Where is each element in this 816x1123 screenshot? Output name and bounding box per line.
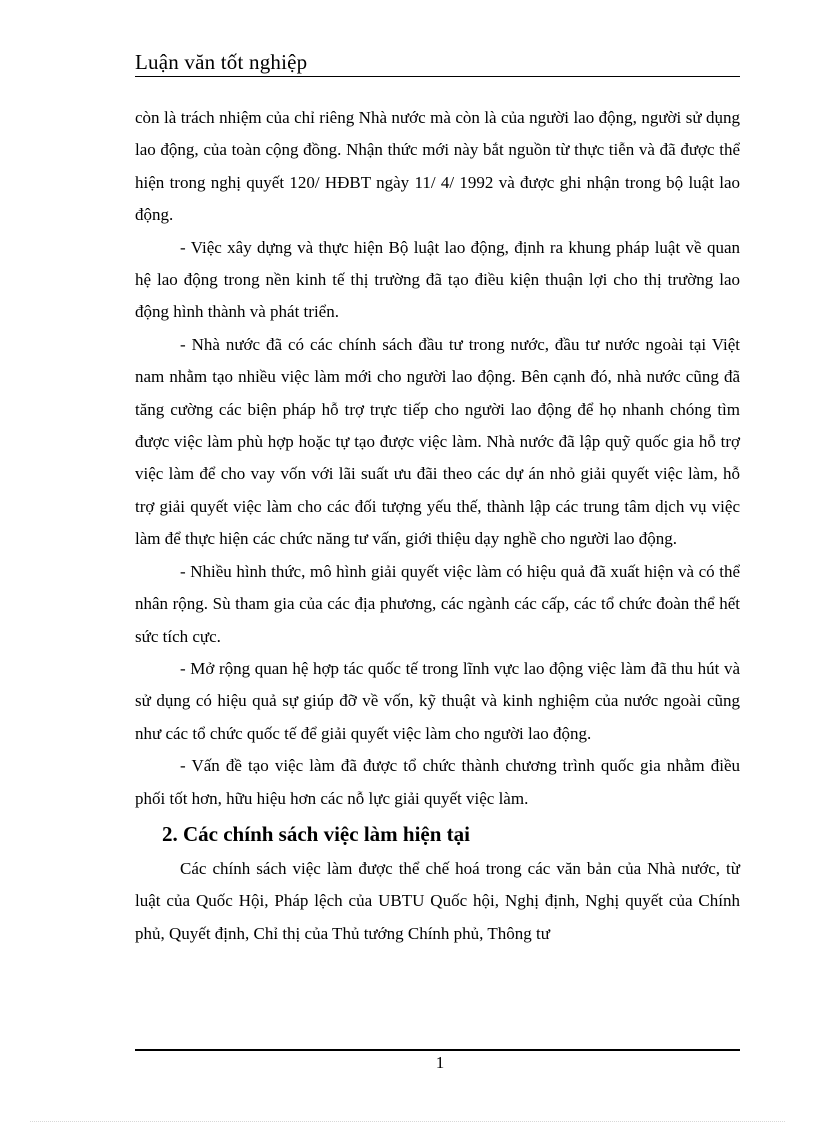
paragraph-investment-policy: - Nhà nước đã có các chính sách đầu tư trong nước, đầu tư nước ngoài tại Việt nam nhằm tạo nhiều việc làm mới cho người lao động. Bên cạnh đó, nhà nước cũng đã tăng cường các biện pháp hỗ trợ trực tiếp cho người lao động để họ nhanh chóng tìm được việc làm phù hợp hoặc tự tạo được việc làm. Nhà nước đã lập quỹ quốc gia hỗ trợ việc làm để cho vay vốn với lãi suất ưu đãi theo các dự án nhỏ giải quyết việc làm, hỗ trợ giải quyết việc làm cho các đối tượng yếu thế, thành lập các trung tâm dịch vụ việc làm để thực hiện các chức năng tư vấn, giới thiệu dạy nghề cho người lao động. [135,334,740,549]
page-header [135,48,740,78]
paragraph-continuation: còn là trách nhiệm của chỉ riêng Nhà nước mà còn là của người lao động, người sử dụng lao động, của toàn cộng đồng. Nhận thức mới này bắt nguồn từ thực tiễn và đã được thể hiện trong nghị quyết 120/ HĐBT ngày 11/ 4/ 1992 và được ghi nhận trong bộ luật lao động. [135,108,740,225]
section-heading: 2. Các chính sách việc làm hiện tại [162,821,470,846]
paragraph-employment-models: - Nhiều hình thức, mô hình giải quyết việc làm có hiệu quả đã xuất hiện và có thể nhân rộng. Sù tham gia của các địa phương, các ngành các cấp, các tổ chức đoàn thể hết sức tích cực. [135,561,740,646]
paragraph-international-cooperation: - Mở rộng quan hệ hợp tác quốc tế trong lĩnh vực lao động việc làm đã thu hút và sử dụng có hiệu quả sự giúp đỡ về vốn, kỹ thuật và kinh nghiệm của nước ngoài cũng như các tổ chức quốc tế để giải quyết việc làm cho người lao động. [135,658,740,743]
paragraph-national-program: - Vấn đề tạo việc làm đã được tổ chức thành chương trình quốc gia nhằm điều phối tốt hơn, hữu hiệu hơn các nỗ lực giải quyết việc làm. [135,756,740,808]
header-title: Luận văn tốt nghiệp [135,50,308,74]
page-footer [135,1047,740,1077]
footer-rule [135,1049,740,1051]
page-number: 1 [435,1053,445,1072]
paragraph-labor-code: - Việc xây dựng và thực hiện Bộ luật lao động, định ra khung pháp luật về quan hệ lao động trong nền kinh tế thị trường đã tạo điều kiện thuận lợi cho thị trường lao động hình thành và phát triển. [135,237,740,322]
paragraph-current-policies: Các chính sách việc làm được thể chế hoá trong các văn bản của Nhà nước, từ luật của Quốc Hội, Pháp lệch của UBTU Quốc hội, Nghị định, Nghị quyết của Chính phủ, Quyết định, Chỉ thị của Thủ tướng Chính phủ, Thông tư [135,858,740,943]
page-bottom-edge [30,1121,785,1122]
header-rule [135,76,740,77]
document-body [135,102,740,950]
